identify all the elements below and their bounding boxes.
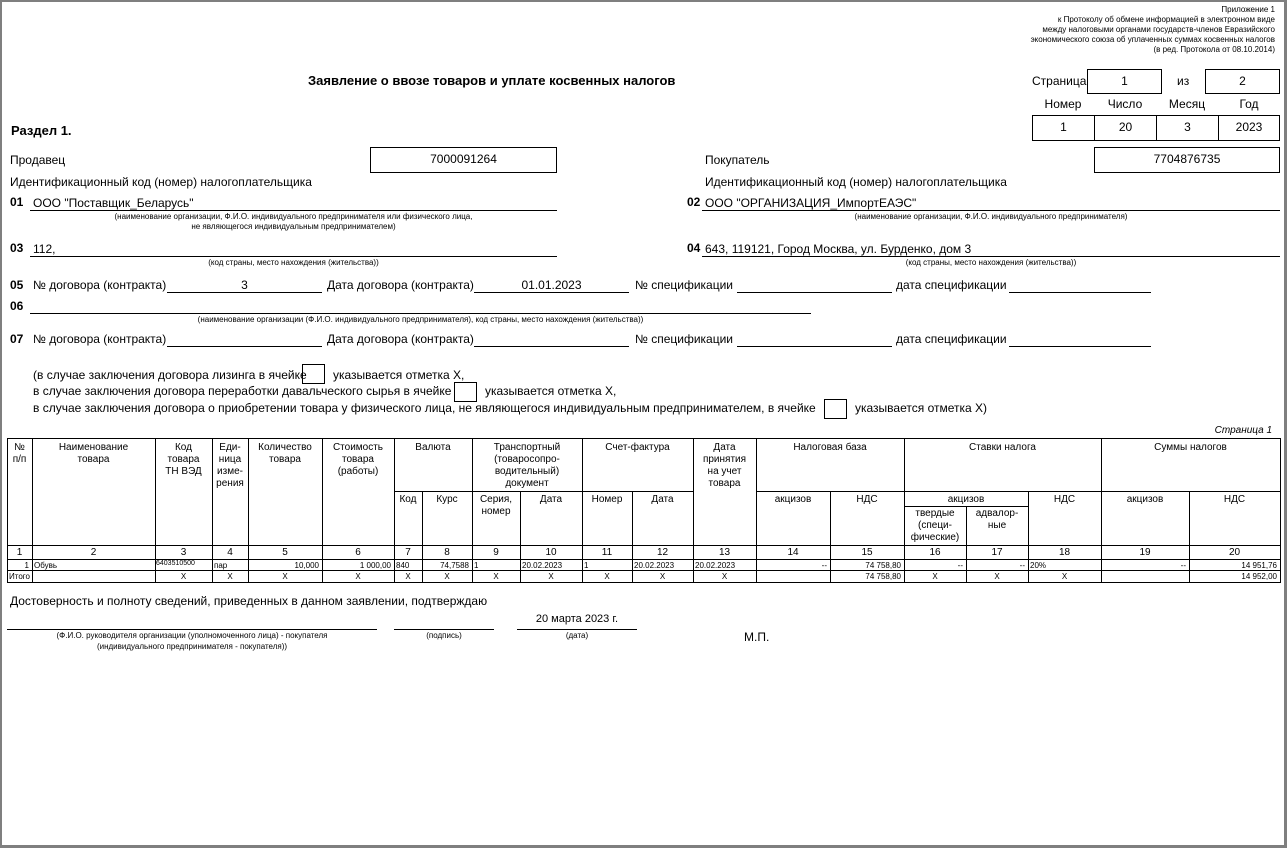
- col-number: 14: [787, 547, 799, 558]
- page-label: Страница: [1032, 74, 1087, 88]
- cell-name: Обувь: [34, 561, 58, 570]
- col-header-invoice: Счет-фактура: [605, 442, 670, 453]
- cell-inv-no: 1: [584, 561, 589, 570]
- col-number: 10: [545, 547, 557, 558]
- field-code-02: 02: [687, 195, 701, 209]
- cell-qty: 10,000: [294, 561, 319, 570]
- field-code-06: 06: [10, 299, 24, 313]
- col-number: 7: [405, 547, 411, 558]
- contract-date-field[interactable]: 01.01.2023: [521, 278, 582, 292]
- col-number: 20: [1228, 547, 1241, 558]
- contract-date-field-07[interactable]: [474, 346, 629, 347]
- col-header-cur-rate: Курс: [436, 494, 458, 505]
- date-year-field[interactable]: 2023: [1218, 115, 1280, 141]
- confirm-text: Достоверность и полноту сведений, приведенных в данном заявлении, подтверждаю: [10, 594, 488, 608]
- field-code-05: 05: [10, 278, 24, 292]
- date-header-month: Месяц: [1168, 97, 1206, 111]
- appendix-line: Приложение 1: [1221, 5, 1275, 14]
- cell-tr-date: 20.02.2023: [522, 561, 563, 570]
- col-header-code: Код товара ТН ВЭД: [165, 442, 202, 477]
- col-number: 4: [227, 547, 233, 558]
- contract-no-label: № договора (контракта): [33, 278, 167, 292]
- processing-checkbox[interactable]: [454, 382, 477, 402]
- cell-tr-series: 1: [474, 561, 479, 570]
- note-individual: в случае заключения договора о приобретении товара у физического лица, не являющегося индивидуальным предпринимателем, в ячейке: [33, 401, 816, 415]
- col-header-unit: Еди- ница изме- рения: [216, 442, 244, 489]
- note-leasing-tail: указывается отметка Х,: [333, 368, 465, 382]
- cell-accept-date: 20.02.2023: [695, 561, 736, 570]
- col-header-tax-base: Налоговая база: [793, 442, 867, 453]
- note-leasing: (в случае заключения договора лизинга в ячейке: [33, 368, 307, 382]
- field-caption: (наименование организации (Ф.И.О. индивидуального предпринимателя), код страны, место нахождения (жительства)): [197, 315, 644, 324]
- cell-rate-fixed: --: [957, 561, 963, 570]
- document-title: Заявление о ввозе товаров и уплате косвенных налогов: [308, 73, 676, 88]
- cell-rate-advalorem: --: [1019, 561, 1025, 570]
- col-number: 9: [493, 547, 499, 558]
- total-cell: Х: [493, 572, 499, 581]
- seller-name-field[interactable]: ООО "Поставщик_Беларусь": [33, 196, 194, 210]
- spec-no-label-07: № спецификации: [635, 332, 733, 346]
- total-cell: Х: [355, 572, 361, 581]
- buyer-inn-field[interactable]: 7704876735: [1094, 147, 1280, 173]
- note-individual-tail: указывается отметка Х): [855, 401, 988, 415]
- total-sum-vat: 14 952,00: [1241, 572, 1277, 581]
- field-caption: не являющегося индивидуальным предпринимателем): [191, 222, 396, 231]
- cell-tb-vat: 74 758,80: [865, 561, 901, 570]
- total-cell: Х: [405, 572, 411, 581]
- col-header-name: Наименование товара: [58, 442, 129, 465]
- col-header-rate-advalorem: адвалор- ные: [975, 508, 1019, 531]
- cell-unit: пар: [214, 561, 228, 570]
- cell-n: 1: [24, 561, 29, 570]
- col-header-currency: Валюта: [415, 442, 451, 453]
- col-number: 17: [991, 547, 1003, 558]
- spec-date-field-07[interactable]: [1009, 346, 1151, 347]
- col-header-cur-code: Код: [399, 494, 417, 505]
- underline: [474, 292, 629, 293]
- date-day-field[interactable]: 20: [1094, 115, 1157, 141]
- col-header-tr-date: Дата: [539, 494, 563, 505]
- date-number-field[interactable]: 1: [1032, 115, 1095, 141]
- cell-inv-date: 20.02.2023: [634, 561, 675, 570]
- field-code-03: 03: [10, 241, 24, 255]
- col-number: 12: [656, 547, 669, 558]
- seller-label: Продавец: [10, 153, 66, 167]
- fio-caption: (индивидуального предпринимателя - покупателя)): [96, 642, 288, 651]
- cell-cost: 1 000,00: [359, 561, 391, 570]
- spec-no-field[interactable]: [737, 292, 892, 293]
- signature-field[interactable]: [394, 629, 494, 630]
- buyer-name-field[interactable]: ООО "ОРГАНИЗАЦИЯ_ИмпортЕАЭС": [705, 196, 917, 210]
- field-caption: (код страны, место нахождения (жительства)): [905, 258, 1077, 267]
- total-cell: Х: [721, 572, 728, 581]
- col-number: 16: [929, 547, 941, 558]
- contract-date-label: Дата договора (контракта): [327, 278, 474, 292]
- spec-no-label: № спецификации: [635, 278, 733, 292]
- cell-code: 6403510500: [156, 560, 195, 567]
- field-caption: (наименование организации, Ф.И.О. индивидуального предпринимателя): [854, 212, 1128, 221]
- appendix-line: между налоговыми органами государств-членов Евразийского: [1042, 25, 1275, 34]
- col-header-rates: Ставки налога: [969, 442, 1036, 453]
- buyer-label: Покупатель: [705, 153, 770, 167]
- total-cell: Х: [282, 572, 288, 581]
- fio-caption: (Ф.И.О. руководителя организации (уполномоченного лица) - покупателя: [56, 631, 328, 640]
- col-number: 15: [861, 547, 873, 558]
- col-header-tb-vat: НДС: [856, 494, 878, 505]
- col-number: 8: [444, 547, 450, 558]
- buyer-inn-label: Идентификационный код (номер) налогоплательщика: [705, 175, 1007, 189]
- appendix-line: экономического союза об уплаченных суммах косвенных налогов: [1030, 35, 1275, 44]
- field-code-07: 07: [10, 332, 24, 346]
- col-header-sums: Суммы налогов: [1154, 442, 1227, 453]
- total-tb-vat: 74 758,80: [865, 572, 901, 581]
- leasing-checkbox[interactable]: [302, 364, 325, 384]
- buyer-address-field[interactable]: 643, 119121, Город Москва, ул. Бурденко, дом 3: [705, 242, 972, 256]
- signature-date-field[interactable]: 20 марта 2023 г.: [535, 613, 619, 625]
- note-processing: в случае заключения договора переработки давальческого сырья в ячейке: [33, 384, 452, 398]
- contract-no-label-07: № договора (контракта): [33, 332, 167, 346]
- date-header-day: Число: [1107, 97, 1143, 111]
- col-number: 6: [355, 547, 361, 558]
- col-number: 1: [16, 547, 23, 558]
- stamp-label: М.П.: [744, 630, 770, 644]
- col-number: 5: [282, 547, 288, 558]
- cell-cur-code: 840: [396, 561, 410, 570]
- spec-no-field-07[interactable]: [737, 346, 892, 347]
- col-header-sum-excise: акцизов: [1126, 494, 1164, 505]
- col-header-cost: Стоимость товара (работы): [332, 442, 384, 477]
- underline: [30, 210, 557, 211]
- field-caption: (наименование организации, Ф.И.О. индивидуального предпринимателя или физического лица,: [114, 212, 473, 221]
- signature-caption: (подпись): [426, 631, 462, 640]
- contract-no-field-07[interactable]: [167, 346, 322, 347]
- total-cell: Х: [444, 572, 450, 581]
- total-cell: Х: [604, 572, 610, 581]
- total-cell: Х: [180, 572, 187, 581]
- col-header-rate-fixed: твердые (специ- фические): [910, 508, 960, 543]
- total-cell: Х: [548, 572, 554, 581]
- cell-rate-vat: 20%: [1030, 561, 1047, 570]
- col-header-transport: Транспортный (товаросопро- водительный) документ: [493, 442, 561, 489]
- page-number-field[interactable]: 1: [1087, 69, 1162, 94]
- col-header-rate-vat: НДС: [1053, 494, 1076, 505]
- total-cell: Х: [227, 572, 233, 581]
- col-number: 13: [718, 547, 731, 558]
- individual-checkbox[interactable]: [824, 399, 847, 419]
- page-total-field[interactable]: 2: [1205, 69, 1280, 94]
- date-header-number: Номер: [1044, 97, 1082, 111]
- col-number: 11: [601, 547, 613, 558]
- fio-field[interactable]: [7, 629, 377, 630]
- col-header-inv-no: Номер: [591, 494, 623, 505]
- appendix-line: (в ред. Протокола от 08.10.2014): [1153, 45, 1275, 54]
- page-of-label: из: [1177, 74, 1190, 88]
- total-cell: Х: [659, 572, 666, 581]
- date-header-year: Год: [1239, 97, 1259, 111]
- note-processing-tail: указывается отметка Х,: [485, 384, 617, 398]
- appendix-line: к Протоколу об обмене информацией в электронном виде: [1057, 15, 1275, 24]
- contract-no-field[interactable]: 3: [241, 278, 248, 292]
- col-header-inv-date: Дата: [651, 494, 674, 505]
- table-page-label: Страница 1: [1214, 425, 1272, 436]
- underline: [30, 256, 557, 257]
- total-cell: Х: [994, 572, 1000, 581]
- total-label: Итого: [9, 572, 30, 581]
- field-caption: (код страны, место нахождения (жительства)): [208, 258, 379, 267]
- col-number: 19: [1139, 547, 1151, 558]
- col-header-qty: Количество товара: [258, 442, 312, 465]
- spec-date-field[interactable]: [1009, 292, 1151, 293]
- seller-address-field[interactable]: 112,: [33, 242, 56, 256]
- underline: [702, 256, 1280, 257]
- date-caption: (дата): [565, 631, 589, 640]
- cell-tb-excise: --: [821, 561, 827, 570]
- underline: [167, 292, 322, 293]
- total-cell: Х: [1061, 572, 1068, 581]
- section-label: Раздел 1.: [11, 123, 72, 138]
- field-06-input[interactable]: [30, 313, 811, 314]
- cell-sum-vat: 14 951,76: [1241, 561, 1277, 570]
- col-header-tb-excise: акцизов: [774, 494, 812, 505]
- col-header-rate-excise: акцизов: [947, 494, 985, 505]
- underline: [702, 210, 1280, 211]
- total-cell: Х: [932, 572, 938, 581]
- spec-date-label: дата спецификации: [896, 278, 1007, 292]
- cell-cur-rate: 74,7588: [440, 561, 469, 570]
- col-header-tr-series: Серия, номер: [479, 494, 513, 517]
- col-number: 3: [180, 547, 187, 558]
- spec-date-label-07: дата спецификации: [896, 332, 1007, 346]
- contract-date-label-07: Дата договора (контракта): [327, 332, 474, 346]
- col-header-sum-vat: НДС: [1223, 494, 1246, 505]
- cell-sum-excise: --: [1180, 561, 1186, 570]
- date-month-field[interactable]: 3: [1156, 115, 1219, 141]
- underline: [517, 629, 637, 630]
- col-number: 2: [90, 547, 97, 558]
- seller-inn-field[interactable]: 7000091264: [370, 147, 557, 173]
- field-code-01: 01: [10, 195, 24, 209]
- seller-inn-label: Идентификационный код (номер) налогоплательщика: [10, 175, 312, 189]
- col-header-accept-date: Дата принятия на учет товара: [702, 442, 747, 489]
- field-code-04: 04: [687, 241, 701, 255]
- col-number: 18: [1058, 547, 1071, 558]
- col-header-n: № п/п: [12, 442, 27, 465]
- form-sheet: [2, 2, 1284, 845]
